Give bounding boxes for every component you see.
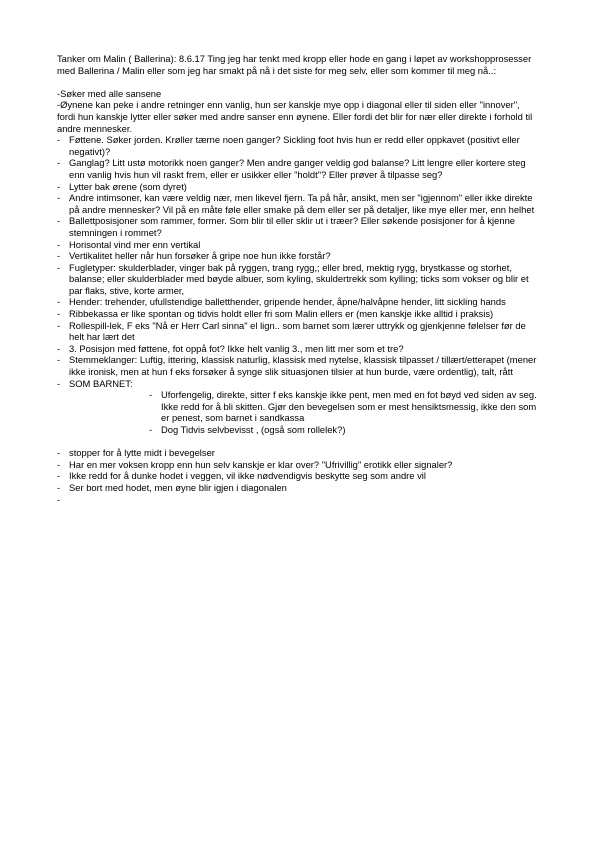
child-sublist <box>57 389 539 435</box>
list-item: - Ganglag? Litt ustø motorikk noen ganger? Men andre ganger veldig god balanse? Litt lengre eller kortere steg enn vanlig hvis hun vil raskt frem, eller er usikker eller "holdt"? Eller prøver å tilpasse seg? <box>57 157 539 180</box>
list-item: - Ribbekassa er like spontan og tidvis holdt eller fri som Malin ellers er (men kanskje ikke alltid i praksis) <box>57 308 539 320</box>
blank-line <box>57 436 539 448</box>
list-item: - stopper for å lytte midt i bevegelser <box>57 447 539 459</box>
list-item: - Føttene. Søker jorden. Krøller tærne noen ganger? Sickling foot hvis hun er redd eller oppkavet (positivt eller negativt)? <box>57 134 539 157</box>
list-item: - Rollespill-lek, F eks "Nå er Herr Carl sinna" el lign.. som barnet som lærer uttrykk og gjenkjenne følelser før de helt har lært det <box>57 320 539 343</box>
list-item: - Horisontal vind mer enn vertikal <box>57 239 539 251</box>
list-item: - 3. Posisjon med føttene, fot oppå fot? Ikke helt vanlig 3., men litt mer som et tre? <box>57 343 539 355</box>
list-item: - Ikke redd for å dunke hodet i veggen, vil ikke nødvendigvis beskytte seg som andre vil <box>57 470 539 482</box>
list-item: - Vertikalitet heller når hun forsøker å gripe noe hun ikke forstår? <box>57 250 539 262</box>
list-item: - Har en mer voksen kropp enn hun selv kanskje er klar over? "Ufrivillig" erotikk eller signaler? <box>57 459 539 471</box>
list-item: - Hender: trehender, ufullstendige balletthender, gripende hender, åpne/halvåpne hender, litt sickling hands <box>57 296 539 308</box>
sub-list-item: - Uforfengelig, direkte, sitter f eks kanskje ikke pent, men med en fot bøyd ved siden av seg. Ikke redd for å bli skitten. Gjør den bevegelsen som er mest hensiktsmessig, ikke den som er penest, som barnet i sandkassa <box>149 389 539 424</box>
observations-list <box>57 134 539 389</box>
list-item: - Fugletyper: skulderblader, vinger bak på ryggen, trang rygg,; eller bred, mektig rygg, brystkasse og storhet, balanse; eller skulderblader med bøyde albuer, som kyling, skuldertrekk som kylling; ticks som vokser og blir et par flaks, stive, korte armer, <box>57 262 539 297</box>
blank-line <box>57 76 539 88</box>
list-item: - Ser bort med hodet, men øyne blir igjen i diagonalen <box>57 482 539 494</box>
sub-list-item: - Dog Tidvis selvbevisst , (også som rollelek?) <box>149 424 539 436</box>
intro-paragraph: Tanker om Malin ( Ballerina): 8.6.17 Ting jeg har tenkt med kropp eller hode en gang i løpet av workshopprosesser med Ballerina / Malin eller som jeg har smakt på nå i det siste for meg selv, eller som kommer til meg nå..: <box>57 53 532 76</box>
senses-line: -Søker med alle sansene <box>57 87 162 99</box>
list-item: - Ballettposisjoner som rammer, former. Som blir til eller sklir ut i træer? Eller søkende posisjoner for å kjenne stemningen i rommet? <box>57 215 539 238</box>
observations-list-2 <box>57 447 539 493</box>
eyes-paragraph: -Øynene kan peke i andre retninger enn vanlig, hun ser kanskje mye opp i diagonal eller til siden eller "innover", fordi hun kanskje lytter eller søker med andre sanser enn øynene. Eller fordi det blir for nær eller direkte i forhold til andre mennesker. <box>57 99 533 134</box>
list-item: - Stemmeklanger: Luftig, ittering, klassisk naturlig, klassisk med nytelse, klassisk tilpasset / tillært/etterapet (mener ikke ironisk, men at hun f eks forsøker å synge slik situasjonen tilsier at hun burde, være ordentlig), talt, rått <box>57 354 539 377</box>
list-item: - SOM BARNET: <box>57 378 539 390</box>
list-item: - Lytter bak ørene (som dyret) <box>57 181 539 193</box>
list-item: - Andre intimsoner, kan være veldig nær, men likevel fjern. Ta på hår, ansikt, men ser "igjennom" eller ikke direkte på andre mennesker? Vil på en måte føle eller smake på dem eller ser på detaljer, like mye eller mer, enn helhet <box>57 192 539 215</box>
document-body <box>57 53 539 494</box>
